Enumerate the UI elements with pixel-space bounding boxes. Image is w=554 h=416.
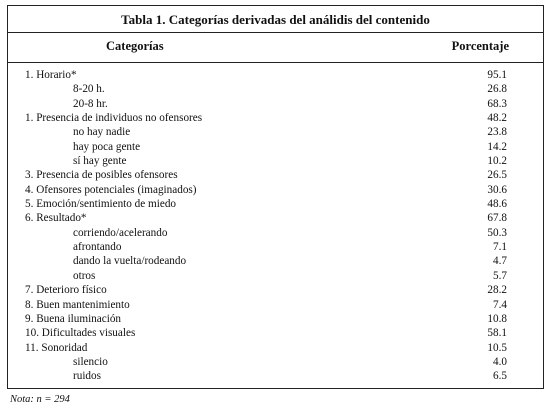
row-percent-value: 26.5 <box>487 169 507 182</box>
row-percent-value: 30.6 <box>487 183 507 196</box>
table-frame <box>7 5 544 389</box>
row-category-label: 1. Horario* <box>25 69 77 81</box>
row-category-label: ruidos <box>73 370 101 383</box>
row-percent-value: 6.5 <box>493 370 507 383</box>
table-row <box>8 97 543 111</box>
row-percent-value: 95.1 <box>487 69 507 81</box>
row-category-label: corriendo/acelerando <box>73 226 168 239</box>
row-percent-value: 67.8 <box>487 212 507 225</box>
row-category-label: 4. Ofensores potenciales (imaginados) <box>25 183 197 196</box>
table-row <box>8 341 543 355</box>
row-category-label: 11. Sonoridad <box>25 341 88 354</box>
row-percent-value: 26.8 <box>487 83 507 96</box>
row-percent-value: 68.3 <box>487 97 507 110</box>
row-percent-value: 10.8 <box>487 312 507 325</box>
row-category-label: 8-20 h. <box>73 83 105 96</box>
row-category-label: otros <box>73 269 96 282</box>
row-category-label: silencio <box>73 355 108 368</box>
table-row <box>8 312 543 326</box>
row-category-label: 5. Emoción/sentimiento de miedo <box>25 198 177 211</box>
row-percent-value: 4.0 <box>493 355 507 368</box>
column-header-percent: Porcentaje <box>451 39 509 53</box>
row-percent-value: 28.2 <box>487 284 507 297</box>
row-category-label: no hay nadie <box>73 126 131 139</box>
table-row <box>8 111 543 125</box>
row-category-label: 3. Presencia de posibles ofensores <box>25 169 178 182</box>
row-category-label: hay poca gente <box>73 140 141 153</box>
row-percent-value: 4.7 <box>493 255 507 268</box>
table-row <box>8 168 543 182</box>
row-percent-value: 48.2 <box>487 112 507 125</box>
table-row <box>8 283 543 297</box>
row-category-label: 10. Dificultades visuales <box>25 327 136 340</box>
row-percent-value: 48.6 <box>487 198 507 211</box>
table-title: Tabla 1. Categorías derivadas del análidis del contenido <box>121 12 430 27</box>
row-percent-value: 7.4 <box>493 298 507 311</box>
table-row <box>8 326 543 340</box>
table-row <box>8 226 543 240</box>
row-category-label: 7. Deterioro físico <box>25 284 107 297</box>
table-row <box>8 269 543 283</box>
row-category-label: 6. Resultado* <box>25 212 87 225</box>
row-category-label: dando la vuelta/rodeando <box>73 255 187 268</box>
column-header-categories: Categorías <box>106 39 164 53</box>
table-row <box>8 254 543 268</box>
table-row <box>8 369 543 383</box>
table-row <box>8 154 543 168</box>
row-percent-value: 50.3 <box>487 226 507 239</box>
table-row <box>8 240 543 254</box>
row-percent-value: 10.2 <box>487 155 507 168</box>
row-percent-value: 10.5 <box>487 341 507 354</box>
table-row <box>8 197 543 211</box>
row-percent-value: 23.8 <box>487 126 507 139</box>
row-percent-value: 7.1 <box>493 241 507 254</box>
table-row <box>8 82 543 96</box>
table-row <box>8 355 543 369</box>
row-category-label: afrontando <box>73 241 122 254</box>
table-note: Nota: n = 294 <box>10 394 70 405</box>
header-divider <box>8 62 543 63</box>
table-row <box>8 140 543 154</box>
title-divider <box>8 32 543 33</box>
row-category-label: 1. Presencia de individuos no ofensores <box>25 112 203 125</box>
row-category-label: 20-8 hr. <box>73 97 108 110</box>
table-row <box>8 211 543 225</box>
table-row <box>8 298 543 312</box>
table-row <box>8 68 543 82</box>
row-percent-value: 14.2 <box>487 140 507 153</box>
table-row <box>8 183 543 197</box>
row-percent-value: 58.1 <box>487 327 507 340</box>
row-category-label: 8. Buen mantenimiento <box>25 298 130 311</box>
row-category-label: 9. Buena iluminación <box>25 312 122 325</box>
table-body <box>8 68 543 384</box>
row-percent-value: 5.7 <box>493 269 507 282</box>
row-category-label: sí hay gente <box>73 155 127 168</box>
table-row <box>8 125 543 139</box>
